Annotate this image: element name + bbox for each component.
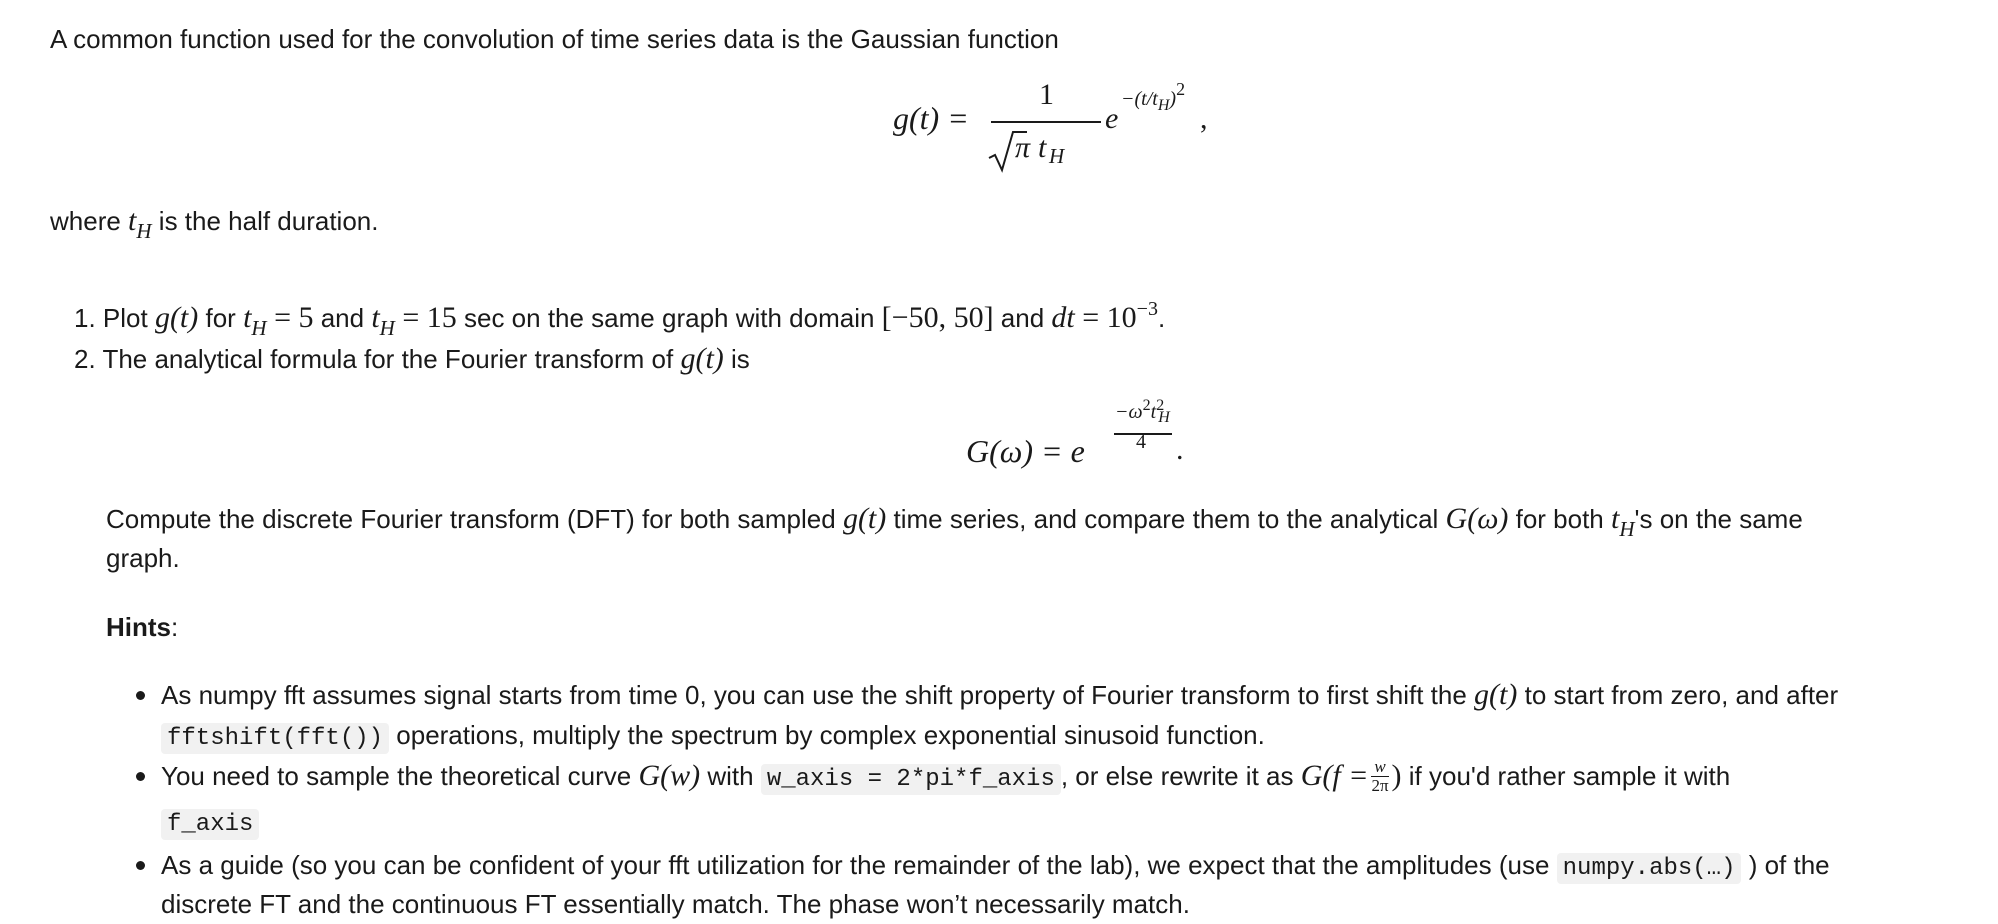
fourier-equation (966, 395, 1226, 475)
eq-g-exp-base: e (1105, 102, 1119, 135)
compute-line-2: graph. (106, 543, 180, 573)
inline-fraction: $\frac{w}{2\pi}$ (1371, 756, 1389, 795)
compute-line-1: Compute the discrete Fourier transform (DFT) for both sampled g(t) time series, and compare them to the analytical G(ω) for both $t_H's$ on the same (106, 502, 1803, 541)
code-numpy-abs: numpy.abs(…) (1557, 853, 1742, 884)
list-item-1: 1. Plot g(t) for $t_H = 5$ and $t_H = 15$ sec on the same graph with domain [−50, 50] and dt = $10^{-3}$. (74, 298, 1166, 340)
eq-g-den-sub: H (1049, 144, 1065, 168)
bullet-dot (136, 691, 145, 700)
where-line: where $t_H$ is the half duration. (50, 204, 379, 243)
eq-g-lhs: g(t) = (893, 100, 969, 136)
eq-g-den-t: t (1038, 131, 1047, 164)
eq-G-trailing: . (1176, 433, 1184, 466)
hint-3-line-2: discrete FT and the continuous FT essentially match. The phase won’t necessarily match. (161, 889, 1190, 919)
hints-heading: Hints: (106, 612, 179, 642)
bullet-dot (136, 772, 145, 781)
intro-sentence: A common function used for the convolution of time series data is the Gaussian function (50, 24, 1059, 54)
hint-1-line-1: As numpy fft assumes signal starts from time 0, you can use the shift property of Fourier transform to first shift the g(t) to start from zero, and after (161, 678, 1839, 711)
eq-g-den-pi: π (1015, 131, 1031, 164)
list-item-2: 2. The analytical formula for the Fourier transform of g(t) is (74, 342, 750, 375)
eq-g-trailing: , (1200, 102, 1208, 135)
eq-g-numerator: 1 (1039, 78, 1054, 111)
bullet-dot (136, 861, 145, 870)
list-number: 1. (74, 303, 96, 333)
hint-3-line-1: As a guide (so you can be confident of your fft utilization for the remainder of the lab), we expect that the amplitudes (use numpy.abs(…) ) of the (161, 850, 1830, 882)
gaussian-equation (893, 78, 1253, 178)
code-f-axis: f_axis (161, 809, 259, 840)
list-number: 2. (74, 344, 96, 374)
eq-g-exponent: $-(t/t_H)2$ (1121, 79, 1186, 114)
eq-g-fraction-bar (991, 121, 1101, 123)
code-w-axis: w_axis = 2*pi*f_axis (761, 764, 1061, 795)
eq-G-lhs: G(ω) = e (966, 433, 1085, 469)
hint-2-line-1: You need to sample the theoretical curve G(w) with w_axis = 2*pi*f_axis , or else rewrite it as G(f = $\frac{w}{2\pi}$ ) if you'd rather sample it with (161, 756, 1731, 795)
hint-2-line-2 (161, 802, 259, 844)
eq-G-exp-den: 4 (1136, 431, 1146, 453)
eq-G-exp-num: $-\omega^2t^2_H$ (1115, 397, 1170, 426)
code-fftshift: fftshift(fft()) (161, 723, 389, 754)
hint-1-line-2: fftshift(fft()) operations, multiply the spectrum by complex exponential sinusoid function. (161, 716, 1265, 758)
